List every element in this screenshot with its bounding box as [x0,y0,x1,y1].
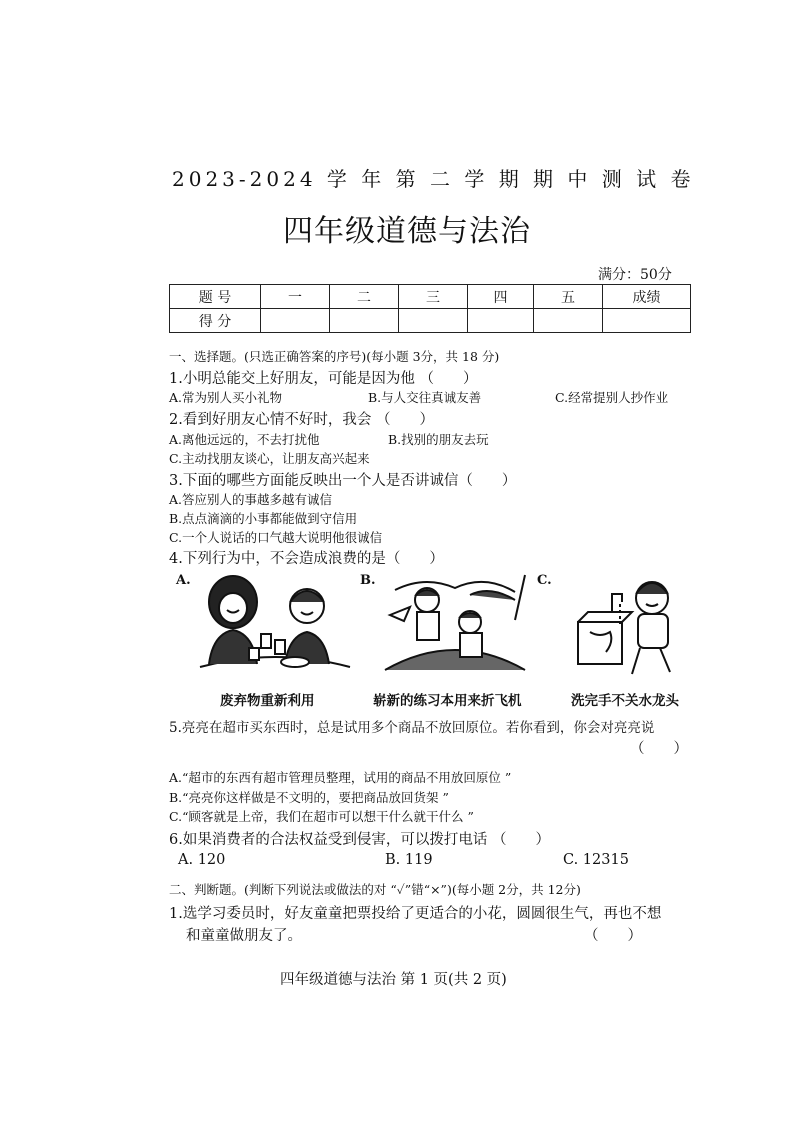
q4-caption-a: 废弃物重新利用 [220,693,315,709]
q4-picture-a [195,572,355,682]
score-cell [261,309,330,333]
q4-stem: 4.下列行为中，不会造成浪费的是（ ） [169,551,444,567]
exam-subject: 四年级道德与法治 [283,214,531,249]
exam-title: 2023-2024 学 年 第 二 学 期 期 中 测 试 卷 [172,167,695,191]
score-col-total: 成绩 [603,285,691,309]
q4-label-b: B. [360,573,376,588]
section1-heading: 一、选择题。(只选正确答案的序号)(每小题 3分，共 18 分) [169,349,500,364]
score-col-4: 四 [468,285,534,309]
q6-stem: 6.如果消费者的合法权益受到侵害，可以拨打电话 （ ） [169,832,550,848]
score-col-2: 二 [330,285,399,309]
q2-option-c: C.主动找朋友谈心，让朋友高兴起来 [169,451,370,466]
q4-label-c: C. [537,573,552,588]
q4-label-a: A. [176,573,191,588]
q4-picture-b [375,570,535,682]
s2-q1-line2: 和童童做朋友了。 [186,928,302,944]
q5-option-a: A.“超市的东西有超市管理员整理，试用的商品不用放回原位 ” [169,770,512,785]
page-footer: 四年级道德与法治 第 1 页(共 2 页) [280,972,507,988]
score-col-3: 三 [399,285,468,309]
q5-answer-paren: （ ） [630,741,688,757]
q4-picture-c [560,572,690,684]
q2-option-b: B.找别的朋友去玩 [388,432,489,447]
score-table-header-row [170,285,691,309]
q4-caption-c: 洗完手不关水龙头 [571,693,679,709]
q4-caption-b: 崭新的练习本用来折飞机 [373,693,522,709]
score-cell [534,309,603,333]
full-score: 满分：50分 [598,267,672,283]
q3-option-c: C.一个人说话的口气越大说明他很诚信 [169,530,383,545]
q6-option-b: B. 119 [385,852,433,868]
q6-option-c: C. 12315 [563,852,629,868]
q1-option-a: A.常为别人买小礼物 [169,390,283,405]
score-cell [399,309,468,333]
q2-stem: 2.看到好朋友心情不好时，我会 （ ） [169,412,434,428]
score-row-label: 得 分 [170,309,261,333]
q1-option-c: C.经常提别人抄作业 [555,390,669,405]
s2-q1-line1: 1.选学习委员时，好友童童把票投给了更适合的小花，圆圆很生气，再也不想 [169,906,662,922]
q5-option-b: B.“亮亮你这样做是不文明的，要把商品放回货架 ” [169,790,449,805]
score-table [169,284,691,333]
score-cell [603,309,691,333]
score-col-5: 五 [534,285,603,309]
q3-option-b: B.点点滴滴的小事都能做到守信用 [169,511,358,526]
q1-stem: 1.小明总能交上好朋友，可能是因为他 （ ） [169,371,478,387]
score-col-label: 题 号 [170,285,261,309]
q6-option-a: A. 120 [178,852,226,868]
score-cell [330,309,399,333]
q5-option-c: C.“顾客就是上帝，我们在超市可以想干什么就干什么 ” [169,809,474,824]
q2-option-a: A.离他远远的，不去打扰他 [169,432,320,447]
score-table-score-row [170,309,691,333]
score-cell [468,309,534,333]
q1-option-b: B.与人交往真诚友善 [368,390,482,405]
q3-stem: 3.下面的哪些方面能反映出一个人是否讲诚信（ ） [169,473,517,489]
section2-heading: 二、判断题。(判断下列说法或做法的对 “✓”错“×”)(每小题 2分，共 12分) [169,882,581,897]
score-col-1: 一 [261,285,330,309]
s2-q1-answer-paren: （ ） [584,928,642,944]
q5-stem: 5.亮亮在超市买东西时，总是试用多个商品不放回原位。若你看到，你会对亮亮说 [169,720,655,736]
q3-option-a: A.答应别人的事越多越有诚信 [169,492,333,507]
